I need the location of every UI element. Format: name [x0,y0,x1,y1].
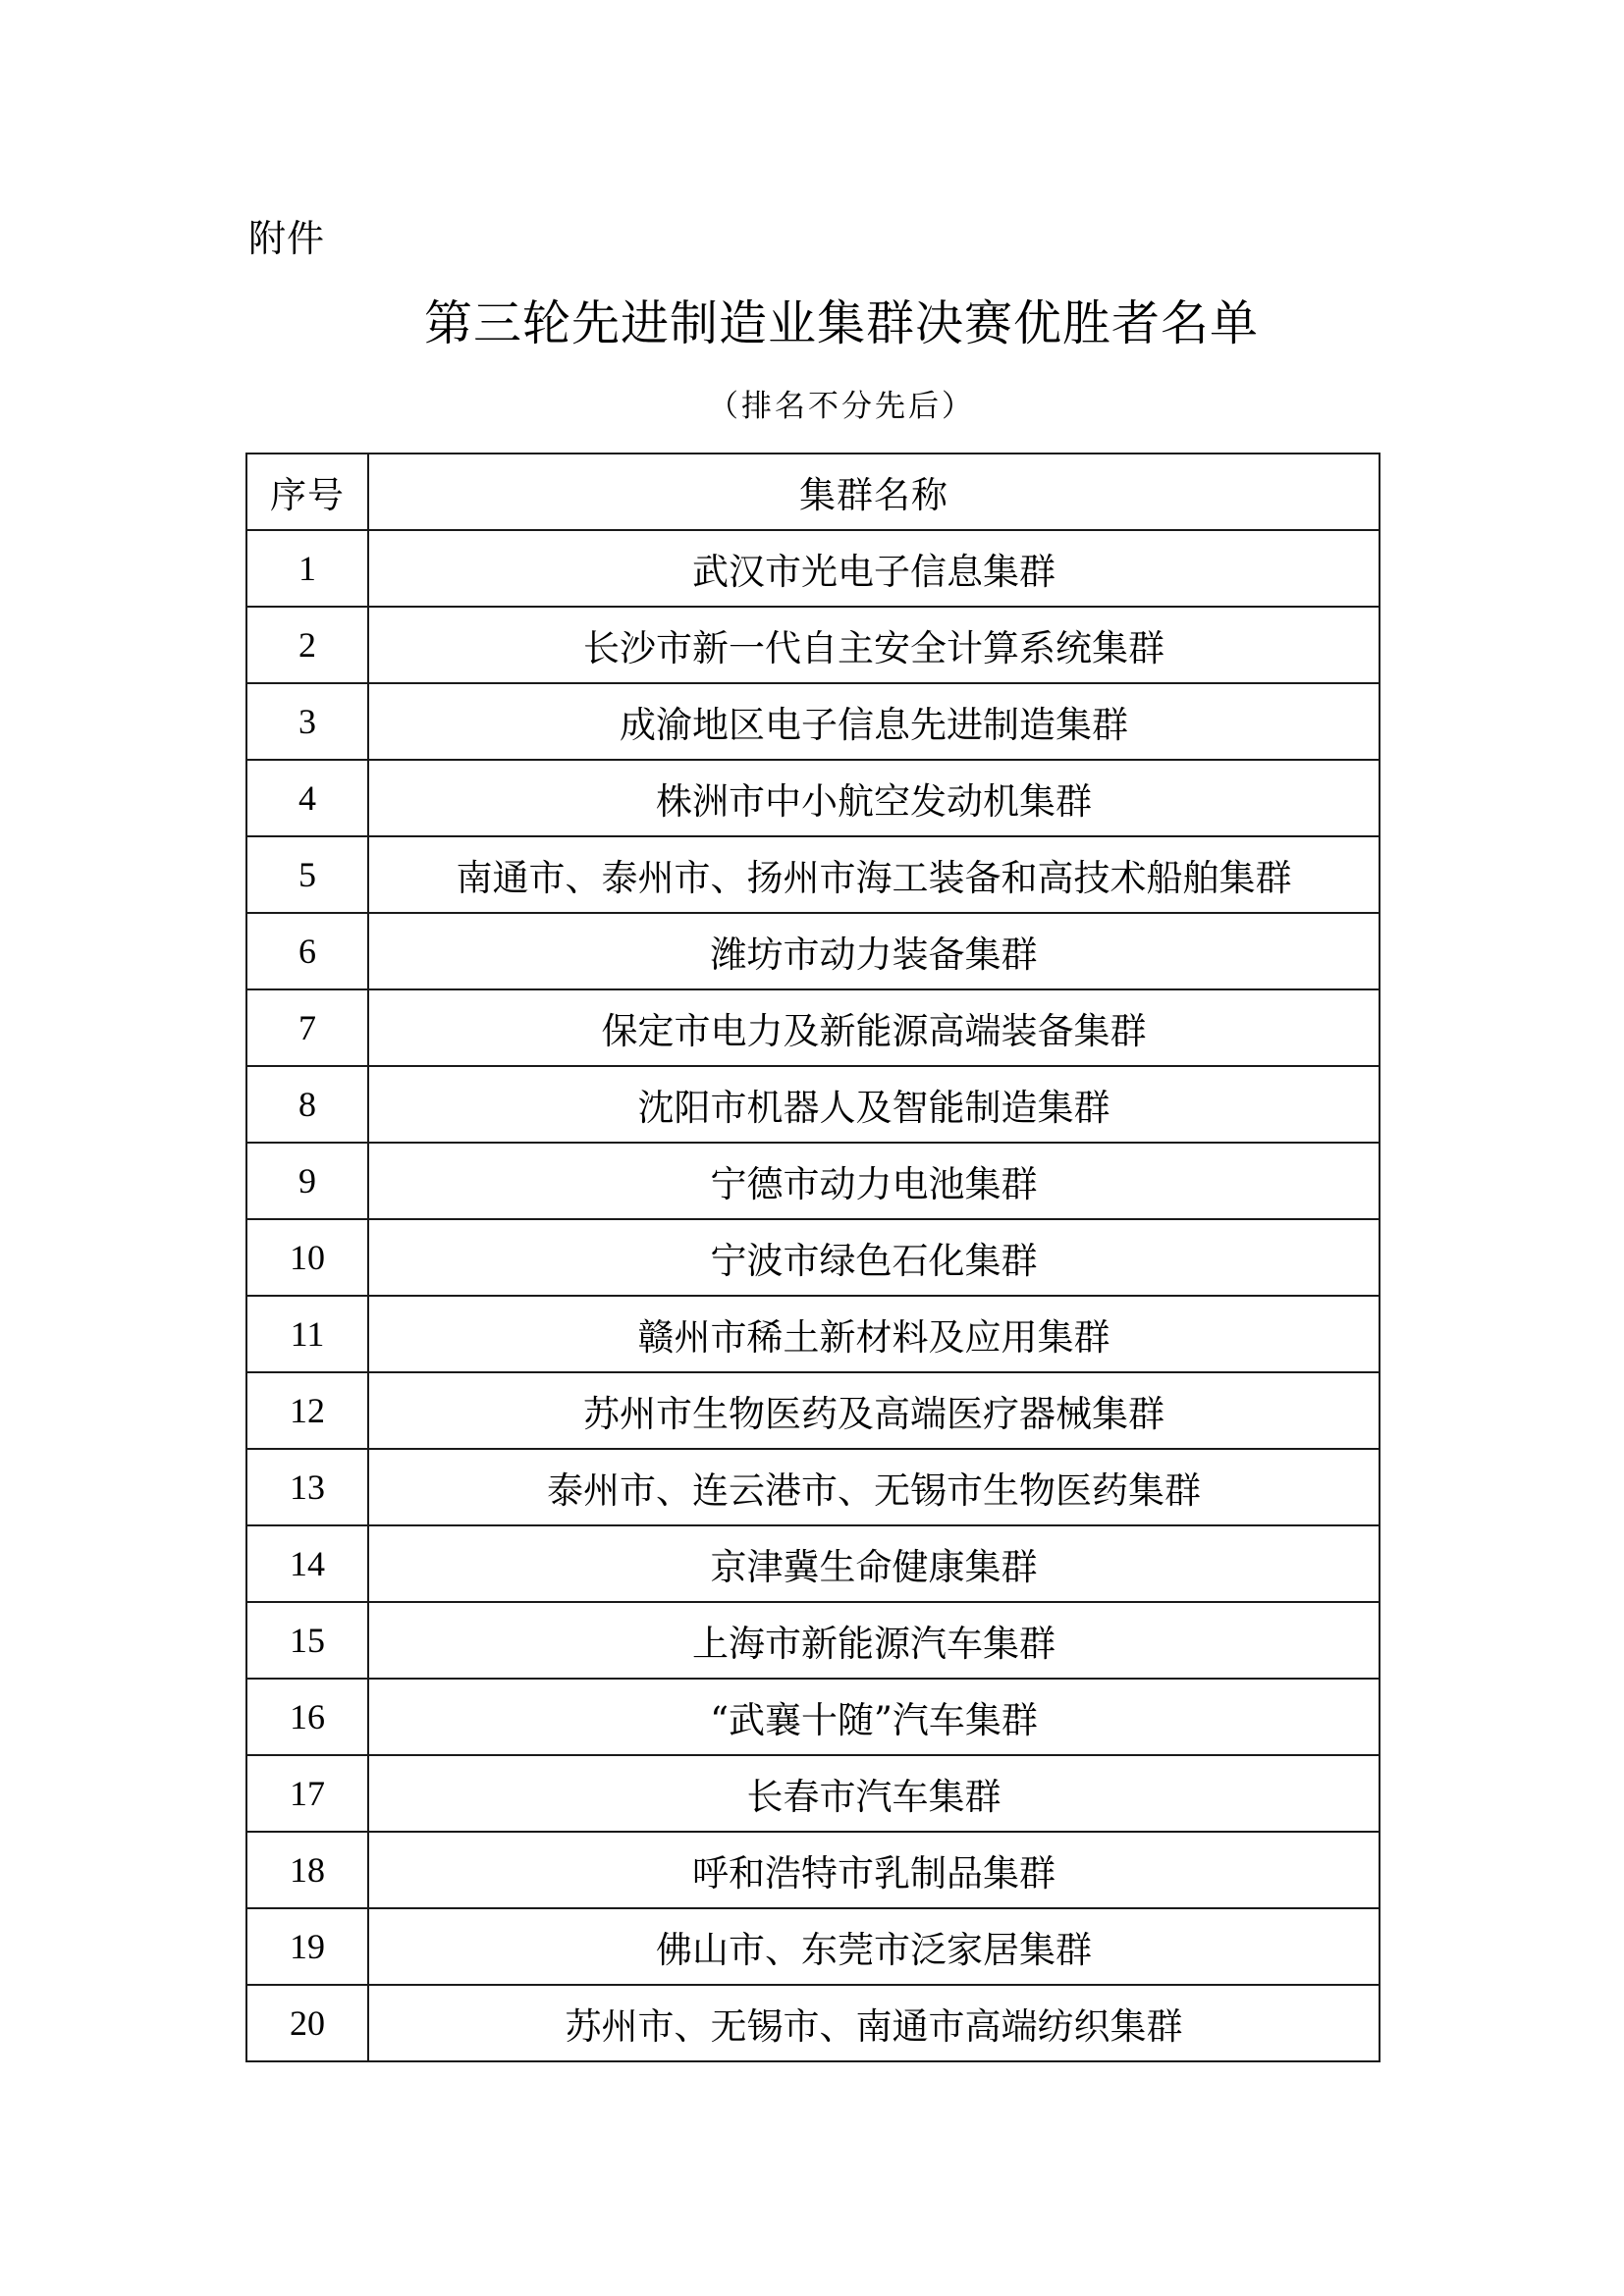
cluster-name: 潍坊市动力装备集群 [368,913,1380,989]
table-row [246,607,1380,683]
row-number: 4 [246,760,368,836]
row-number: 18 [246,1832,368,1908]
cluster-name: 呼和浩特市乳制品集群 [368,1832,1380,1908]
row-number: 7 [246,989,368,1066]
cluster-name: 武汉市光电子信息集群 [368,530,1380,607]
row-number: 16 [246,1679,368,1755]
row-number: 15 [246,1602,368,1679]
table-row [246,1372,1380,1449]
table-row [246,760,1380,836]
cluster-name: 株洲市中小航空发动机集群 [368,760,1380,836]
row-number: 2 [246,607,368,683]
attachment-label: 附件 [248,217,326,260]
cluster-name: 京津冀生命健康集群 [368,1525,1380,1602]
table-header-row [246,454,1380,530]
cluster-name: 长沙市新一代自主安全计算系统集群 [368,607,1380,683]
row-number: 1 [246,530,368,607]
table-row [246,1449,1380,1525]
cluster-name: 保定市电力及新能源高端装备集群 [368,989,1380,1066]
row-number: 12 [246,1372,368,1449]
row-number: 17 [246,1755,368,1832]
row-number: 5 [246,836,368,913]
cluster-name: 沈阳市机器人及智能制造集群 [368,1066,1380,1143]
row-number: 8 [246,1066,368,1143]
cluster-name: 佛山市、东莞市泛家居集群 [368,1908,1380,1985]
table-row [246,1755,1380,1832]
table-row [246,683,1380,760]
cluster-name: 宁德市动力电池集群 [368,1143,1380,1219]
cluster-name: 南通市、泰州市、扬州市海工装备和高技术船舶集群 [368,836,1380,913]
header-number: 序号 [246,454,368,530]
document-subtitle: （排名不分先后） [708,389,975,424]
cluster-name: 苏州市生物医药及高端医疗器械集群 [368,1372,1380,1449]
table-row [246,1143,1380,1219]
table-row [246,530,1380,607]
table-row [246,1219,1380,1296]
row-number: 11 [246,1296,368,1372]
cluster-name: 苏州市、无锡市、南通市高端纺织集群 [368,1985,1380,2061]
winners-table [245,453,1380,2062]
row-number: 20 [246,1985,368,2061]
cluster-name: 长春市汽车集群 [368,1755,1380,1832]
table-row [246,913,1380,989]
table-row [246,1679,1380,1755]
table-row [246,1525,1380,1602]
row-number: 10 [246,1219,368,1296]
cluster-name: 宁波市绿色石化集群 [368,1219,1380,1296]
table-row [246,1066,1380,1143]
table-row [246,1985,1380,2061]
row-number: 9 [246,1143,368,1219]
table-row [246,1832,1380,1908]
row-number: 13 [246,1449,368,1525]
row-number: 3 [246,683,368,760]
row-number: 14 [246,1525,368,1602]
table-row [246,1908,1380,1985]
table-row [246,1602,1380,1679]
row-number: 19 [246,1908,368,1985]
table-row [246,836,1380,913]
document-title: 第三轮先进制造业集群决赛优胜者名单 [423,295,1259,351]
table-row [246,1296,1380,1372]
cluster-name: 上海市新能源汽车集群 [368,1602,1380,1679]
cluster-name: 成渝地区电子信息先进制造集群 [368,683,1380,760]
table-row [246,989,1380,1066]
header-cluster-name: 集群名称 [368,454,1380,530]
cluster-name: “武襄十随”汽车集群 [368,1679,1380,1755]
row-number: 6 [246,913,368,989]
cluster-name: 泰州市、连云港市、无锡市生物医药集群 [368,1449,1380,1525]
cluster-name: 赣州市稀土新材料及应用集群 [368,1296,1380,1372]
